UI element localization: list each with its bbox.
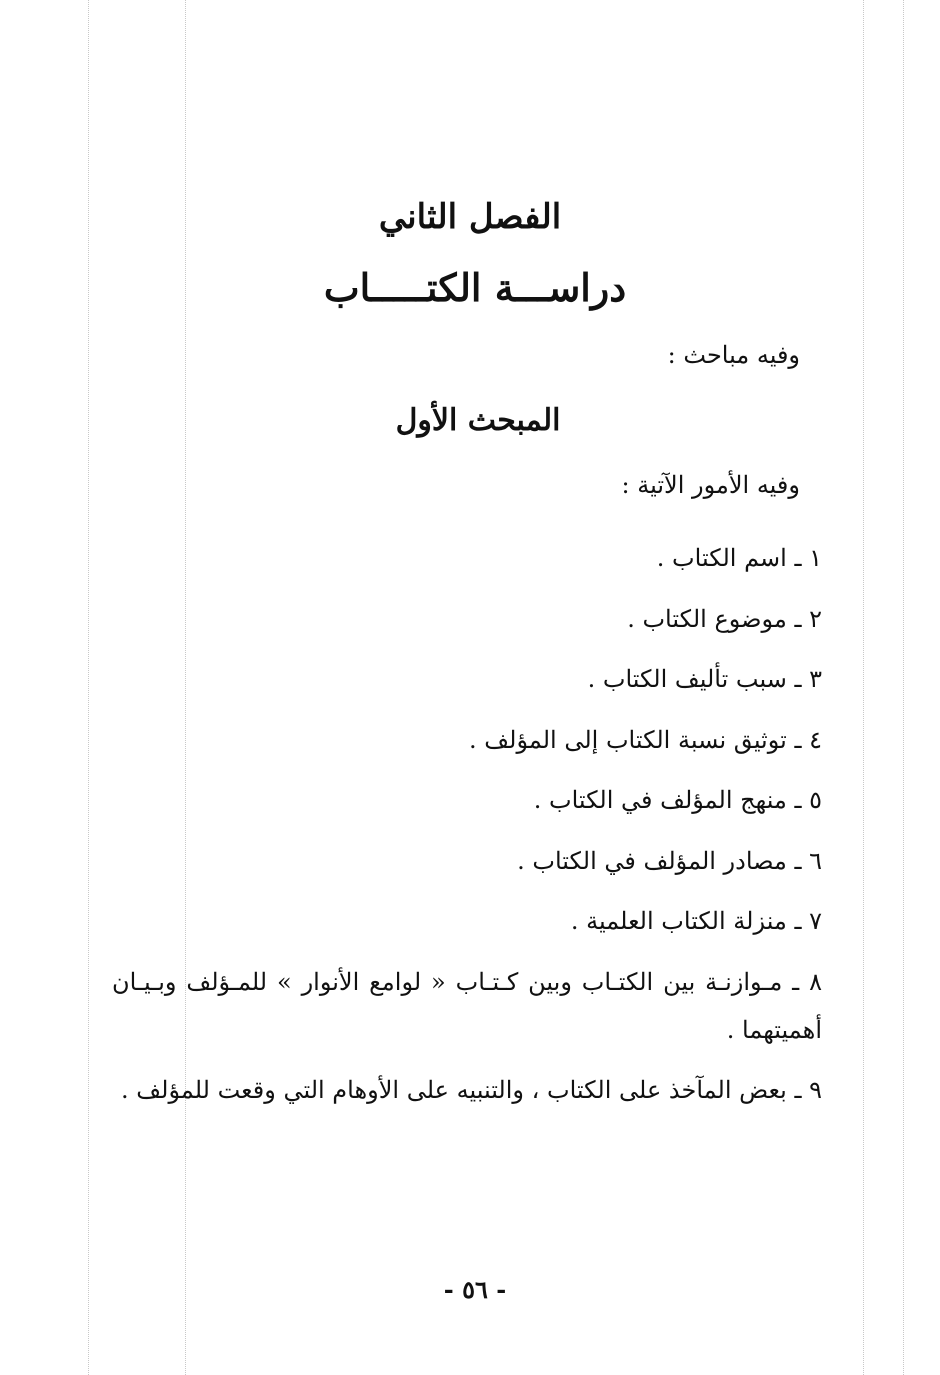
list-item: ٤ ـ توثيق نسبة الكتاب إلى المؤلف . <box>469 725 822 754</box>
topic-list <box>112 528 822 1120</box>
list-item: ٧ ـ منزلة الكتاب العلمية . <box>570 907 822 935</box>
section-intro: وفيه الأمور الآتية : <box>621 471 800 499</box>
list-item: ٢ ـ موضوع الكتاب . <box>627 604 822 633</box>
chapter-intro: وفيه مباحث : <box>667 341 800 369</box>
list-item: ٥ ـ منهج المؤلف في الكتاب . <box>533 786 822 814</box>
list-item: ٦ ـ مصادر المؤلف في الكتاب . <box>517 846 822 875</box>
list-item: ٩ ـ بعض المآخذ على الكتاب ، والتنبيه على الأوهام التي وقعت للمؤلف . <box>121 1075 822 1104</box>
page-number: - ٥٦ - <box>443 1275 507 1304</box>
list-item: ٣ ـ سبب تأليف الكتاب . <box>587 665 822 693</box>
list-item: ١ ـ اسم الكتاب . <box>656 544 822 572</box>
section-title: المبحث الأول <box>395 403 561 438</box>
chapter-title: الفصل الثاني <box>378 197 562 237</box>
chapter-subtitle: دراســـة الكتـــــاب <box>323 265 627 310</box>
list-item: ٨ ـ مـوازنـة بين الكتـاب وبين كـتـاب « لوامع الأنوار » للمـؤلف وبـيـان أهميتهما . <box>112 967 822 1044</box>
